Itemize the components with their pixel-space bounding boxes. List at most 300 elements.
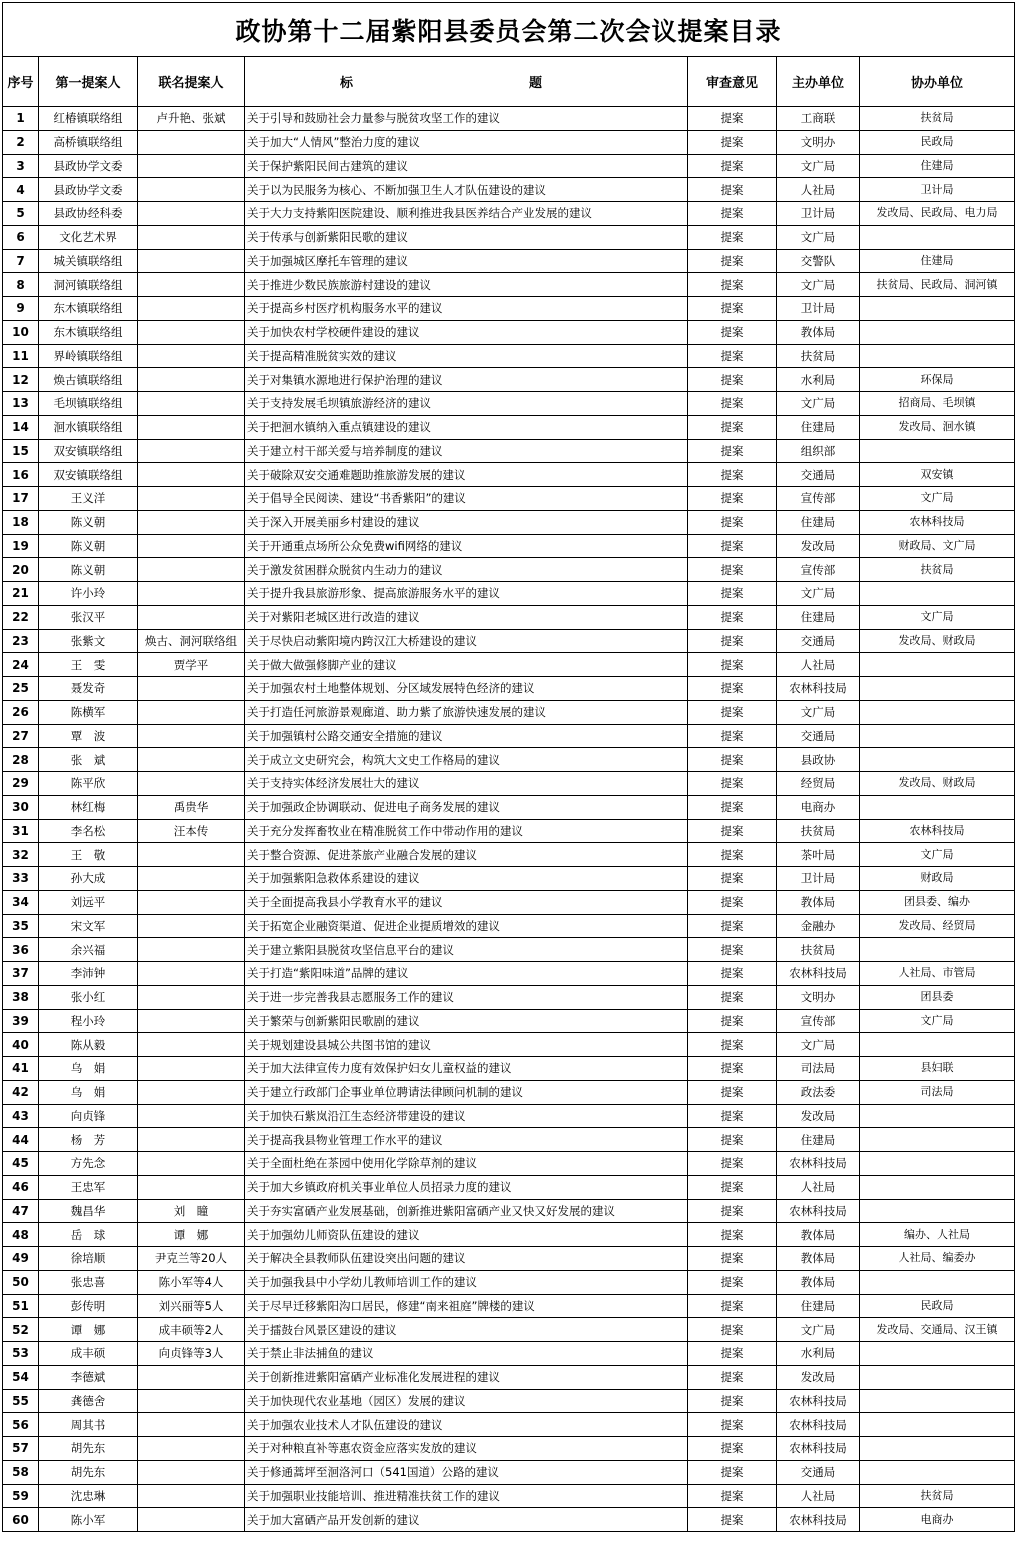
proposal-title: 关于加强政企协调联动、促进电子商务发展的建议 <box>245 795 688 819</box>
table-row <box>3 629 1015 653</box>
lead-unit: 卫计局 <box>777 202 860 226</box>
review-opinion: 提案 <box>688 1270 777 1294</box>
first-proposer: 李名松 <box>39 819 138 843</box>
assist-unit <box>860 344 1015 368</box>
proposal-table <box>2 56 1015 1532</box>
first-proposer: 陈小军 <box>39 1508 138 1532</box>
review-opinion: 提案 <box>688 1104 777 1128</box>
row-number: 39 <box>3 1009 39 1033</box>
proposal-title: 关于对紫阳老城区进行改造的建议 <box>245 605 688 629</box>
assist-unit: 民政局 <box>860 1294 1015 1318</box>
review-opinion: 提案 <box>688 653 777 677</box>
first-proposer: 向贞锋 <box>39 1104 138 1128</box>
review-opinion: 提案 <box>688 867 777 891</box>
co-proposers <box>138 415 245 439</box>
row-number: 47 <box>3 1199 39 1223</box>
first-proposer: 宋文军 <box>39 914 138 938</box>
table-row <box>3 843 1015 867</box>
first-proposer: 双安镇联络组 <box>39 439 138 463</box>
assist-unit: 人社局、编委办 <box>860 1247 1015 1271</box>
table-row <box>3 700 1015 724</box>
row-number: 19 <box>3 534 39 558</box>
first-proposer: 王 雯 <box>39 653 138 677</box>
proposal-title: 关于加强我县中小学幼儿教师培训工作的建议 <box>245 1270 688 1294</box>
co-proposers <box>138 320 245 344</box>
assist-unit <box>860 724 1015 748</box>
review-opinion: 提案 <box>688 558 777 582</box>
table-row <box>3 772 1015 796</box>
proposal-title: 关于加强职业技能培训、推进精准扶贫工作的建议 <box>245 1484 688 1508</box>
co-proposers <box>138 368 245 392</box>
title-bar <box>2 2 1015 56</box>
assist-unit: 司法局 <box>860 1080 1015 1104</box>
assist-unit: 住建局 <box>860 249 1015 273</box>
assist-unit: 财政局、文广局 <box>860 534 1015 558</box>
review-opinion: 提案 <box>688 819 777 843</box>
assist-unit: 扶贫局 <box>860 107 1015 131</box>
first-proposer: 焕古镇联络组 <box>39 368 138 392</box>
review-opinion: 提案 <box>688 1128 777 1152</box>
assist-unit <box>860 1128 1015 1152</box>
lead-unit: 住建局 <box>777 1294 860 1318</box>
co-proposers: 卢升艳、张斌 <box>138 107 245 131</box>
review-opinion: 提案 <box>688 772 777 796</box>
lead-unit: 工商联 <box>777 107 860 131</box>
assist-unit <box>860 1413 1015 1437</box>
first-proposer: 县政协学文委 <box>39 178 138 202</box>
row-number: 55 <box>3 1389 39 1413</box>
proposal-title: 关于加强紫阳急救体系建设的建议 <box>245 867 688 891</box>
co-proposers <box>138 938 245 962</box>
lead-unit: 宣传部 <box>777 558 860 582</box>
table-row <box>3 273 1015 297</box>
co-proposers: 刘 瞳 <box>138 1199 245 1223</box>
lead-unit: 教体局 <box>777 320 860 344</box>
table-row <box>3 748 1015 772</box>
assist-unit <box>860 748 1015 772</box>
proposal-title: 关于加快农村学校硬件建设的建议 <box>245 320 688 344</box>
assist-unit <box>860 582 1015 606</box>
lead-unit: 经贸局 <box>777 772 860 796</box>
first-proposer: 周其书 <box>39 1413 138 1437</box>
table-row <box>3 1104 1015 1128</box>
lead-unit: 文广局 <box>777 700 860 724</box>
assist-unit: 发改局、财政局 <box>860 772 1015 796</box>
review-opinion: 提案 <box>688 677 777 701</box>
review-opinion: 提案 <box>688 463 777 487</box>
lead-unit: 水利局 <box>777 1342 860 1366</box>
proposal-title: 关于加快石紫岚沿江生态经济带建设的建议 <box>245 1104 688 1128</box>
proposal-title: 关于建立紫阳县脱贫攻坚信息平台的建议 <box>245 938 688 962</box>
assist-unit: 团县委、编办 <box>860 890 1015 914</box>
table-row <box>3 985 1015 1009</box>
co-proposers <box>138 249 245 273</box>
lead-unit: 卫计局 <box>777 297 860 321</box>
proposal-title: 关于支持实体经济发展壮大的建议 <box>245 772 688 796</box>
co-proposers <box>138 914 245 938</box>
co-proposers <box>138 439 245 463</box>
table-row <box>3 1080 1015 1104</box>
table-row <box>3 178 1015 202</box>
table-row <box>3 1175 1015 1199</box>
row-number: 30 <box>3 795 39 819</box>
row-number: 37 <box>3 962 39 986</box>
co-proposers <box>138 1484 245 1508</box>
review-opinion: 提案 <box>688 249 777 273</box>
row-number: 36 <box>3 938 39 962</box>
row-number: 34 <box>3 890 39 914</box>
first-proposer: 乌 娟 <box>39 1080 138 1104</box>
lead-unit: 发改局 <box>777 1104 860 1128</box>
row-number: 35 <box>3 914 39 938</box>
lead-unit: 教体局 <box>777 890 860 914</box>
assist-unit <box>860 1342 1015 1366</box>
table-row <box>3 297 1015 321</box>
first-proposer: 徐培顺 <box>39 1247 138 1271</box>
lead-unit: 文广局 <box>777 154 860 178</box>
assist-unit <box>860 938 1015 962</box>
row-number: 12 <box>3 368 39 392</box>
co-proposers: 谭 娜 <box>138 1223 245 1247</box>
first-proposer: 界岭镇联络组 <box>39 344 138 368</box>
review-opinion: 提案 <box>688 843 777 867</box>
lead-unit: 农林科技局 <box>777 1508 860 1532</box>
proposal-title: 关于加大富硒产品开发创新的建议 <box>245 1508 688 1532</box>
lead-unit: 政法委 <box>777 1080 860 1104</box>
first-proposer: 张小红 <box>39 985 138 1009</box>
proposal-title: 关于建立行政部门企事业单位聘请法律顾问机制的建议 <box>245 1080 688 1104</box>
lead-unit: 文明办 <box>777 985 860 1009</box>
proposal-title: 关于开通重点场所公众免费wifi网络的建议 <box>245 534 688 558</box>
review-opinion: 提案 <box>688 1294 777 1318</box>
proposal-title: 关于打造“紫阳味道”品牌的建议 <box>245 962 688 986</box>
lead-unit: 组织部 <box>777 439 860 463</box>
header-title: 标 题 <box>245 57 688 107</box>
table-row <box>3 154 1015 178</box>
assist-unit <box>860 1199 1015 1223</box>
proposal-title: 关于引导和鼓励社会力量参与脱贫攻坚工作的建议 <box>245 107 688 131</box>
review-opinion: 提案 <box>688 1437 777 1461</box>
co-proposers <box>138 1508 245 1532</box>
assist-unit <box>860 1365 1015 1389</box>
first-proposer: 沈忠琳 <box>39 1484 138 1508</box>
table-row <box>3 582 1015 606</box>
review-opinion: 提案 <box>688 273 777 297</box>
header-assist-unit: 协办单位 <box>860 57 1015 107</box>
co-proposers: 贾学平 <box>138 653 245 677</box>
lead-unit: 交警队 <box>777 249 860 273</box>
lead-unit: 文广局 <box>777 1318 860 1342</box>
assist-unit <box>860 225 1015 249</box>
assist-unit: 住建局 <box>860 154 1015 178</box>
lead-unit: 水利局 <box>777 368 860 392</box>
review-opinion: 提案 <box>688 795 777 819</box>
assist-unit: 发改局、财政局 <box>860 629 1015 653</box>
assist-unit <box>860 653 1015 677</box>
review-opinion: 提案 <box>688 1152 777 1176</box>
row-number: 5 <box>3 202 39 226</box>
co-proposers <box>138 1413 245 1437</box>
table-row <box>3 415 1015 439</box>
co-proposers <box>138 843 245 867</box>
lead-unit: 文广局 <box>777 1033 860 1057</box>
lead-unit: 教体局 <box>777 1270 860 1294</box>
lead-unit: 文广局 <box>777 392 860 416</box>
row-number: 56 <box>3 1413 39 1437</box>
row-number: 45 <box>3 1152 39 1176</box>
lead-unit: 交通局 <box>777 1460 860 1484</box>
review-opinion: 提案 <box>688 700 777 724</box>
first-proposer: 陈义朝 <box>39 534 138 558</box>
review-opinion: 提案 <box>688 1033 777 1057</box>
row-number: 48 <box>3 1223 39 1247</box>
co-proposers <box>138 1389 245 1413</box>
co-proposers <box>138 962 245 986</box>
lead-unit: 金融办 <box>777 914 860 938</box>
assist-unit: 县妇联 <box>860 1057 1015 1081</box>
assist-unit: 发改局、洄水镇 <box>860 415 1015 439</box>
first-proposer: 谭 娜 <box>39 1318 138 1342</box>
review-opinion: 提案 <box>688 1199 777 1223</box>
review-opinion: 提案 <box>688 297 777 321</box>
proposal-title: 关于深入开展美丽乡村建设的建议 <box>245 510 688 534</box>
review-opinion: 提案 <box>688 605 777 629</box>
review-opinion: 提案 <box>688 1413 777 1437</box>
co-proposers <box>138 463 245 487</box>
co-proposers <box>138 1104 245 1128</box>
assist-unit: 扶贫局、民政局、洞河镇 <box>860 273 1015 297</box>
table-row <box>3 344 1015 368</box>
row-number: 54 <box>3 1365 39 1389</box>
assist-unit: 招商局、毛坝镇 <box>860 392 1015 416</box>
co-proposers <box>138 225 245 249</box>
assist-unit: 人社局、市管局 <box>860 962 1015 986</box>
first-proposer: 双安镇联络组 <box>39 463 138 487</box>
assist-unit: 电商办 <box>860 1508 1015 1532</box>
co-proposers <box>138 534 245 558</box>
row-number: 21 <box>3 582 39 606</box>
table-row <box>3 1460 1015 1484</box>
proposal-title: 关于建立村干部关爱与培养制度的建议 <box>245 439 688 463</box>
proposal-title: 关于解决全县教师队伍建设突出问题的建议 <box>245 1247 688 1271</box>
first-proposer: 胡先东 <box>39 1460 138 1484</box>
proposal-title: 关于擂鼓台风景区建设的建议 <box>245 1318 688 1342</box>
proposal-title: 关于加强幼儿师资队伍建设的建议 <box>245 1223 688 1247</box>
header-first-proposer: 第一提案人 <box>39 57 138 107</box>
table-row <box>3 510 1015 534</box>
first-proposer: 城关镇联络组 <box>39 249 138 273</box>
first-proposer: 岳 球 <box>39 1223 138 1247</box>
proposal-title: 关于把洄水镇纳入重点镇建设的建议 <box>245 415 688 439</box>
review-opinion: 提案 <box>688 1247 777 1271</box>
assist-unit: 财政局 <box>860 867 1015 891</box>
table-row <box>3 1247 1015 1271</box>
table-row <box>3 107 1015 131</box>
co-proposers <box>138 582 245 606</box>
row-number: 10 <box>3 320 39 344</box>
table-row <box>3 914 1015 938</box>
lead-unit: 发改局 <box>777 534 860 558</box>
review-opinion: 提案 <box>688 938 777 962</box>
row-number: 28 <box>3 748 39 772</box>
table-row <box>3 1152 1015 1176</box>
co-proposers: 尹克兰等20人 <box>138 1247 245 1271</box>
proposal-title: 关于禁止非法捕鱼的建议 <box>245 1342 688 1366</box>
co-proposers: 焕古、洞河联络组 <box>138 629 245 653</box>
proposal-title: 关于加强镇村公路交通安全措施的建议 <box>245 724 688 748</box>
lead-unit: 人社局 <box>777 178 860 202</box>
row-number: 40 <box>3 1033 39 1057</box>
row-number: 2 <box>3 130 39 154</box>
table-row <box>3 724 1015 748</box>
assist-unit: 发改局、交通局、汉王镇 <box>860 1318 1015 1342</box>
assist-unit: 民政局 <box>860 130 1015 154</box>
co-proposers <box>138 178 245 202</box>
first-proposer: 高桥镇联络组 <box>39 130 138 154</box>
row-number: 51 <box>3 1294 39 1318</box>
co-proposers <box>138 748 245 772</box>
proposal-title: 关于成立文史研究会，构筑大文史工作格局的建议 <box>245 748 688 772</box>
table-row <box>3 1294 1015 1318</box>
proposal-title: 关于创新推进紫阳富硒产业标准化发展进程的建议 <box>245 1365 688 1389</box>
proposal-rows <box>3 107 1015 1532</box>
header-review: 审查意见 <box>688 57 777 107</box>
co-proposers <box>138 202 245 226</box>
lead-unit: 农林科技局 <box>777 1413 860 1437</box>
row-number: 57 <box>3 1437 39 1461</box>
co-proposers <box>138 1128 245 1152</box>
proposal-title: 关于全面提高我县小学教育水平的建议 <box>245 890 688 914</box>
first-proposer: 陈横军 <box>39 700 138 724</box>
row-number: 13 <box>3 392 39 416</box>
table-row <box>3 962 1015 986</box>
proposal-title: 关于加大法律宣传力度有效保护妇女儿童权益的建议 <box>245 1057 688 1081</box>
review-opinion: 提案 <box>688 130 777 154</box>
assist-unit: 卫计局 <box>860 178 1015 202</box>
co-proposers <box>138 344 245 368</box>
assist-unit: 文广局 <box>860 1009 1015 1033</box>
first-proposer: 许小玲 <box>39 582 138 606</box>
lead-unit: 住建局 <box>777 1128 860 1152</box>
first-proposer: 张紫文 <box>39 629 138 653</box>
row-number: 3 <box>3 154 39 178</box>
first-proposer: 成丰硕 <box>39 1342 138 1366</box>
row-number: 11 <box>3 344 39 368</box>
lead-unit: 农林科技局 <box>777 677 860 701</box>
review-opinion: 提案 <box>688 1318 777 1342</box>
first-proposer: 陈义朝 <box>39 510 138 534</box>
first-proposer: 王义洋 <box>39 487 138 511</box>
proposal-title: 关于拓宽企业融资渠道、促进企业提质增效的建议 <box>245 914 688 938</box>
proposal-title: 关于进一步完善我县志愿服务工作的建议 <box>245 985 688 1009</box>
review-opinion: 提案 <box>688 1080 777 1104</box>
row-number: 43 <box>3 1104 39 1128</box>
co-proposers <box>138 724 245 748</box>
assist-unit <box>860 1104 1015 1128</box>
table-row <box>3 202 1015 226</box>
lead-unit: 农林科技局 <box>777 1437 860 1461</box>
table-row <box>3 677 1015 701</box>
table-row <box>3 534 1015 558</box>
co-proposers <box>138 605 245 629</box>
lead-unit: 茶叶局 <box>777 843 860 867</box>
co-proposers <box>138 558 245 582</box>
first-proposer: 余兴福 <box>39 938 138 962</box>
co-proposers <box>138 985 245 1009</box>
first-proposer: 彭传明 <box>39 1294 138 1318</box>
lead-unit: 人社局 <box>777 1484 860 1508</box>
assist-unit <box>860 677 1015 701</box>
assist-unit: 文广局 <box>860 487 1015 511</box>
first-proposer: 洄水镇联络组 <box>39 415 138 439</box>
first-proposer: 东木镇联络组 <box>39 297 138 321</box>
row-number: 26 <box>3 700 39 724</box>
review-opinion: 提案 <box>688 914 777 938</box>
first-proposer: 孙大成 <box>39 867 138 891</box>
co-proposers: 成丰硕等2人 <box>138 1318 245 1342</box>
proposal-title: 关于支持发展毛坝镇旅游经济的建议 <box>245 392 688 416</box>
lead-unit: 农林科技局 <box>777 962 860 986</box>
co-proposers <box>138 700 245 724</box>
lead-unit: 教体局 <box>777 1247 860 1271</box>
co-proposers: 汪本传 <box>138 819 245 843</box>
first-proposer: 李德斌 <box>39 1365 138 1389</box>
row-number: 14 <box>3 415 39 439</box>
co-proposers <box>138 130 245 154</box>
proposal-title: 关于加大乡镇政府机关事业单位人员招录力度的建议 <box>245 1175 688 1199</box>
table-row <box>3 795 1015 819</box>
review-opinion: 提案 <box>688 368 777 392</box>
review-opinion: 提案 <box>688 202 777 226</box>
header-lead-unit: 主办单位 <box>777 57 860 107</box>
review-opinion: 提案 <box>688 724 777 748</box>
review-opinion: 提案 <box>688 415 777 439</box>
review-opinion: 提案 <box>688 178 777 202</box>
table-row <box>3 1508 1015 1532</box>
review-opinion: 提案 <box>688 748 777 772</box>
co-proposers <box>138 154 245 178</box>
first-proposer: 乌 娟 <box>39 1057 138 1081</box>
co-proposers <box>138 1057 245 1081</box>
review-opinion: 提案 <box>688 1484 777 1508</box>
proposal-title: 关于激发贫困群众脱贫内生动力的建议 <box>245 558 688 582</box>
table-row <box>3 225 1015 249</box>
lead-unit: 扶贫局 <box>777 819 860 843</box>
co-proposers <box>138 1152 245 1176</box>
row-number: 29 <box>3 772 39 796</box>
row-number: 24 <box>3 653 39 677</box>
first-proposer: 林红梅 <box>39 795 138 819</box>
table-row <box>3 1009 1015 1033</box>
row-number: 7 <box>3 249 39 273</box>
lead-unit: 人社局 <box>777 1175 860 1199</box>
first-proposer: 刘远平 <box>39 890 138 914</box>
first-proposer: 文化艺术界 <box>39 225 138 249</box>
first-proposer: 聂发奇 <box>39 677 138 701</box>
assist-unit: 发改局、民政局、电力局 <box>860 202 1015 226</box>
review-opinion: 提案 <box>688 1175 777 1199</box>
lead-unit: 住建局 <box>777 415 860 439</box>
proposal-title: 关于对种粮直补等惠农资金应落实发放的建议 <box>245 1437 688 1461</box>
table-row <box>3 1318 1015 1342</box>
first-proposer: 程小玲 <box>39 1009 138 1033</box>
proposal-title: 关于加强农村土地整体规划、分区域发展特色经济的建议 <box>245 677 688 701</box>
assist-unit <box>860 1270 1015 1294</box>
header-row <box>3 57 1015 107</box>
proposal-title: 关于繁荣与创新紫阳民歌剧的建议 <box>245 1009 688 1033</box>
proposal-title: 关于以为民服务为核心、不断加强卫生人才队伍建设的建议 <box>245 178 688 202</box>
co-proposers <box>138 1175 245 1199</box>
